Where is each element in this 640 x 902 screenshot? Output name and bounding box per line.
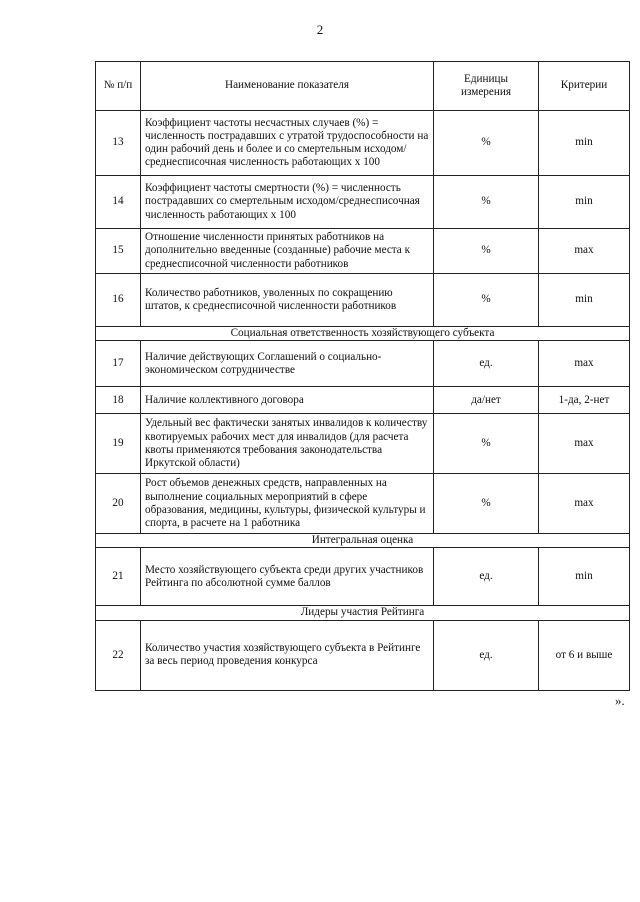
row-number: 13 bbox=[96, 111, 141, 176]
row-indicator-name: Отношение численности принятых работников на дополнительно введенные (созданные) рабочие места к среднесписочной численности работников bbox=[141, 229, 434, 274]
row-indicator-name: Место хозяйствующего субъекта среди других участников Рейтинга по абсолютной сумме баллов bbox=[141, 548, 434, 606]
table-row bbox=[96, 414, 630, 474]
row-number: 20 bbox=[96, 474, 141, 534]
table-row bbox=[96, 474, 630, 534]
section-title: Интегральная оценка bbox=[96, 534, 630, 548]
table-body bbox=[96, 111, 630, 691]
section-row bbox=[96, 534, 630, 548]
row-unit: да/нет bbox=[434, 387, 539, 414]
row-indicator-name: Количество участия хозяйствующего субъекта в Рейтинге за весь период проведения конкурса bbox=[141, 620, 434, 690]
row-unit: % bbox=[434, 229, 539, 274]
row-indicator-name: Количество работников, уволенных по сокращению штатов, к среднесписочной численности работников bbox=[141, 274, 434, 327]
row-indicator-name: Коэффициент частоты смертности (%) = численность пострадавших со смертельным исходом/среднесписочная численность работающих x 100 bbox=[141, 176, 434, 229]
row-criteria: max bbox=[539, 414, 630, 474]
row-number: 15 bbox=[96, 229, 141, 274]
table-row bbox=[96, 274, 630, 327]
section-row bbox=[96, 606, 630, 620]
row-unit: % bbox=[434, 274, 539, 327]
row-criteria: от 6 и выше bbox=[539, 620, 630, 690]
table-row bbox=[96, 111, 630, 176]
row-criteria: max bbox=[539, 474, 630, 534]
row-number: 19 bbox=[96, 414, 141, 474]
row-criteria: max bbox=[539, 229, 630, 274]
page-number: 2 bbox=[316, 22, 324, 37]
row-indicator-name: Коэффициент частоты несчастных случаев (%) = численность пострадавших с утратой трудоспособности на один рабочий день и более и со смертельным исходом/среднесписочная численность работающих x 100 bbox=[141, 111, 434, 176]
row-criteria: 1-да, 2-нет bbox=[539, 387, 630, 414]
row-unit: ед. bbox=[434, 620, 539, 690]
table-row bbox=[96, 176, 630, 229]
row-number: 14 bbox=[96, 176, 141, 229]
row-criteria: max bbox=[539, 341, 630, 387]
section-title: Социальная ответственность хозяйствующего субъекта bbox=[96, 327, 630, 341]
row-criteria: min bbox=[539, 176, 630, 229]
row-indicator-name: Рост объемов денежных средств, направленных на выполнение социальных мероприятий в сфере образования, медицины, культуры, физической культуры и спорта, в расчете на 1 работника bbox=[141, 474, 434, 534]
table-row bbox=[96, 229, 630, 274]
row-unit: ед. bbox=[434, 341, 539, 387]
row-indicator-name: Удельный вес фактически занятых инвалидов к количеству квотируемых рабочих мест для инвалидов (для расчета квоты применяются требования законодательства Иркутской области) bbox=[141, 414, 434, 474]
row-criteria: min bbox=[539, 111, 630, 176]
row-criteria: min bbox=[539, 274, 630, 327]
table-row bbox=[96, 620, 630, 690]
header-unit: Единицы измерения bbox=[434, 62, 539, 111]
row-unit: % bbox=[434, 176, 539, 229]
criteria-table bbox=[95, 61, 630, 691]
row-number: 22 bbox=[96, 620, 141, 690]
row-unit: % bbox=[434, 111, 539, 176]
row-unit: % bbox=[434, 414, 539, 474]
header-name: Наименование показателя bbox=[141, 62, 434, 111]
header-num: № п/п bbox=[96, 62, 141, 111]
row-indicator-name: Наличие коллективного договора bbox=[141, 387, 434, 414]
table-row bbox=[96, 387, 630, 414]
table-header-row bbox=[96, 62, 630, 111]
section-title: Лидеры участия Рейтинга bbox=[96, 606, 630, 620]
table-row bbox=[96, 341, 630, 387]
header-criteria: Критерии bbox=[539, 62, 630, 111]
row-criteria: min bbox=[539, 548, 630, 606]
row-number: 18 bbox=[96, 387, 141, 414]
row-number: 21 bbox=[96, 548, 141, 606]
closing-quote-mark: ». bbox=[615, 693, 625, 708]
row-number: 16 bbox=[96, 274, 141, 327]
row-unit: % bbox=[434, 474, 539, 534]
row-unit: ед. bbox=[434, 548, 539, 606]
row-number: 17 bbox=[96, 341, 141, 387]
table-row bbox=[96, 548, 630, 606]
row-indicator-name: Наличие действующих Соглашений о социально-экономическом сотрудничестве bbox=[141, 341, 434, 387]
section-row bbox=[96, 327, 630, 341]
